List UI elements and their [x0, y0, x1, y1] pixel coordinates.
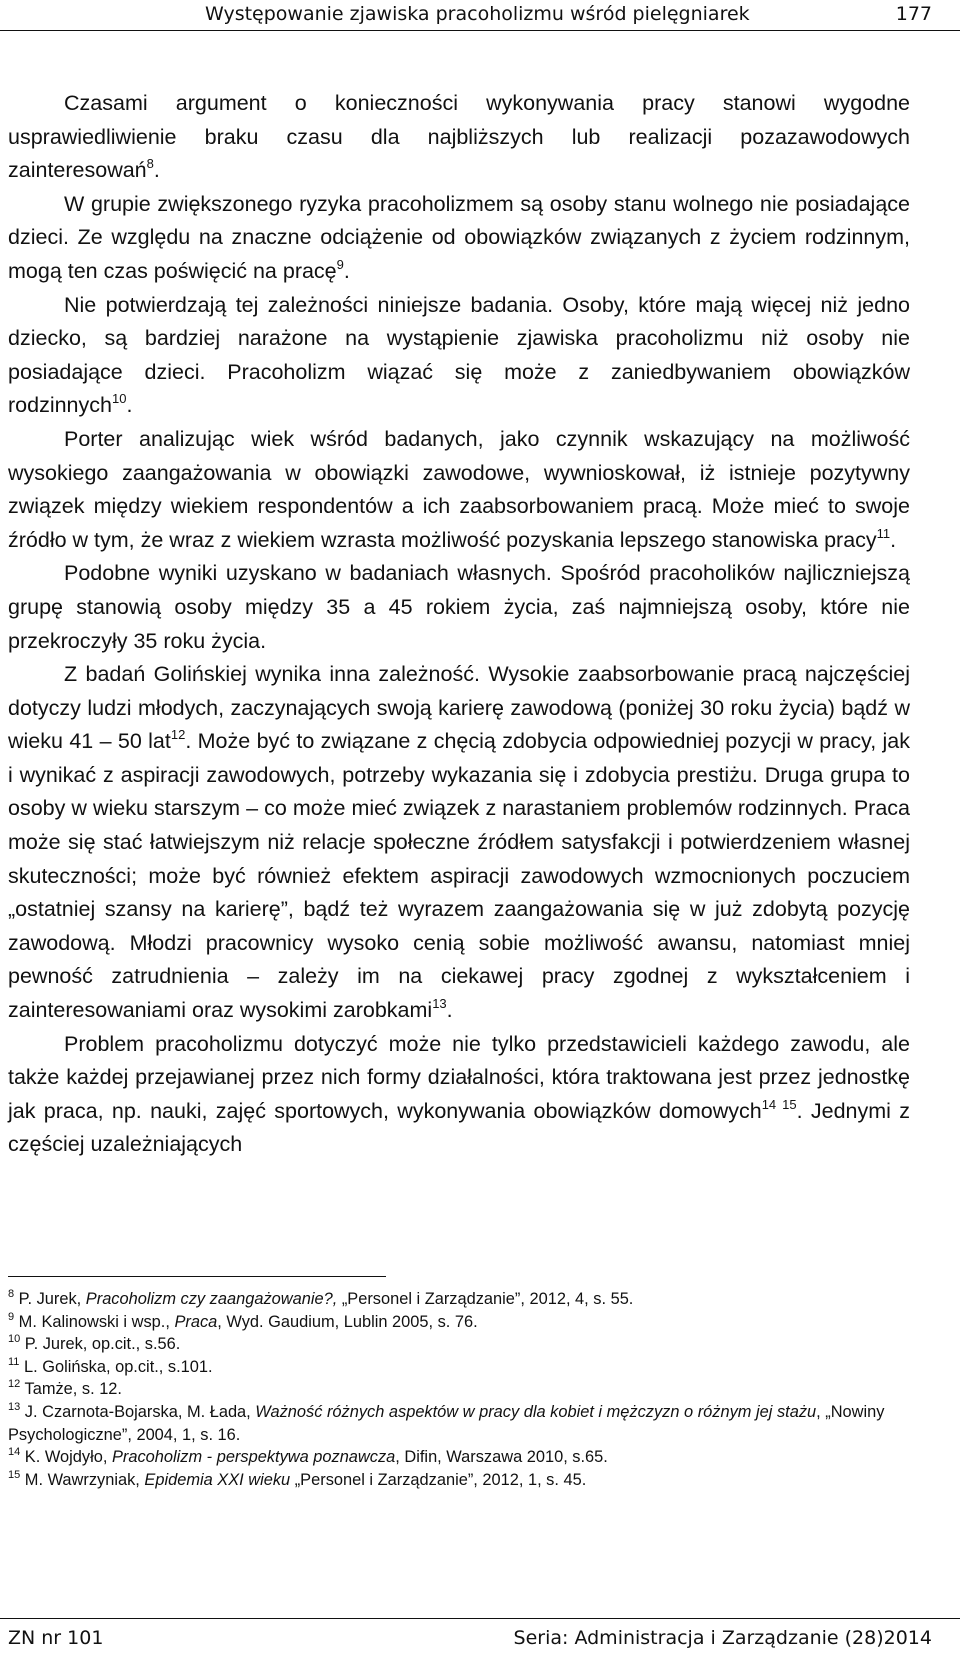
- footnote: [8, 1333, 910, 1356]
- journal-issue: ZN nr 101: [8, 1627, 104, 1649]
- text-run: , Wyd. Gaudium, Lublin 2005, s. 76.: [217, 1312, 478, 1331]
- text-run: W grupie zwiększonego ryzyka pracoholizmem są osoby stanu wolnego nie posiadające dzieci. Ze względu na znaczne odciążenie od obowiązków związanych z życiem rodzinnym, mogą ten czas poświęcić na pracę: [8, 191, 910, 283]
- text-run: L. Golińska, op.cit., s.101.: [19, 1357, 213, 1376]
- text-run: .: [126, 393, 133, 418]
- footnote: [8, 1446, 910, 1469]
- text-run: M. Kalinowski i wsp.,: [14, 1312, 175, 1331]
- text-run: Tamże, s. 12.: [20, 1380, 122, 1399]
- text-run: .: [343, 258, 350, 283]
- text-run: Podobne wyniki uzyskano w badaniach własnych. Spośród pracoholików najliczniejszą grupę stanowią osoby między 35 a 45 rokiem życia, zaś najmniejszą osoby, które nie przekroczyły 35 roku życia.: [8, 561, 910, 653]
- italic-title: Praca: [174, 1312, 218, 1331]
- footnote: [8, 1401, 910, 1446]
- italic-title: Epidemia XXI wieku: [144, 1470, 291, 1489]
- footnote-reference: 14 15: [761, 1096, 797, 1112]
- footnote-reference: 10: [111, 391, 127, 407]
- footnote-reference: 13: [432, 996, 447, 1012]
- footnote-reference: 8: [146, 156, 154, 172]
- page-header: [0, 0, 960, 31]
- text-run: .: [890, 527, 897, 552]
- paragraph: [8, 658, 910, 1028]
- journal-series: Seria: Administracja i Zarządzanie (28)2014: [513, 1627, 932, 1649]
- text-run: „Personel i Zarządzanie”, 2012, 1, s. 45.: [290, 1470, 587, 1489]
- text-run: Nie potwierdzają tej zależności niniejsze badania. Osoby, które mają więcej niż jedno dziecko, są bardziej narażone na wystąpienie zjawiska pracoholizmu niż osoby nie posiadające dzieci. Pracoholizm wiązać się może z zaniedbywaniem obowiązków rodzinnych: [8, 292, 910, 418]
- text-run: , „Nowiny Psychologiczne”, 2004, 1, s. 16.: [8, 1402, 885, 1444]
- footnote-number: 12: [8, 1378, 21, 1391]
- footnote: [8, 1378, 910, 1401]
- text-run: Porter analizując wiek wśród badanych, jako czynnik wskazujący na możliwość wysokiego zaangażowania w obowiązki zawodowe, wywnioskował, iż istnieje pozytywny związek między wiekiem respondentów a ich zaabsorbowaniem pracą. Może mieć to swoje źródło w tym, że wraz z wiekiem wzrasta możliwość pozyskania lepszego stanowiska pracy: [8, 426, 910, 552]
- footnote-number: 10: [8, 1333, 21, 1346]
- main-text: [8, 87, 910, 1162]
- footnote-reference: 9: [336, 256, 344, 272]
- footnote-number: 13: [8, 1400, 21, 1413]
- page-footer: [0, 1618, 960, 1654]
- text-run: .: [153, 158, 160, 183]
- text-run: .: [446, 998, 453, 1023]
- italic-title: Pracoholizm czy zaangażowanie?,: [85, 1290, 338, 1308]
- paragraph: [8, 557, 910, 658]
- text-run: K. Wojdyło,: [20, 1448, 112, 1467]
- text-run: . Jednymi z częściej uzależniających: [8, 1098, 910, 1157]
- paragraph: [8, 188, 910, 289]
- footnote-number: 14: [8, 1446, 21, 1459]
- footnote: [8, 1469, 910, 1492]
- paragraph: [8, 87, 910, 188]
- italic-title: Ważność różnych aspektów w pracy dla kobiet i mężczyzn o różnym jej stażu: [255, 1402, 817, 1421]
- text-run: M. Wawrzyniak,: [20, 1470, 145, 1489]
- text-run: Czasami argument o konieczności wykonywania pracy stanowi wygodne usprawiedliwienie braku czasu dla najbliższych lub realizacji pozazawodowych zainteresowań: [8, 91, 910, 183]
- footnote-number: 15: [8, 1468, 21, 1481]
- text-run: P. Jurek,: [14, 1290, 86, 1308]
- footnote: [8, 1356, 910, 1379]
- text-run: Problem pracoholizmu dotyczyć może nie tylko przedstawicieli każdego zawodu, ale także każdej przejawianej przez nich formy działalności, która traktowana jest przez jednostkę jak praca, np. nauki, zajęć sportowych, wykonywania obowiązków domowych: [8, 1031, 910, 1123]
- footnote-reference: 11: [876, 525, 891, 541]
- footnote-number: 11: [8, 1355, 20, 1368]
- text-run: Z badań Golińskiej wynika inna zależność. Wysokie zaabsorbowanie pracą najczęściej dotyczy ludzi młodych, zaczynających swoją karierę zawodową (poniżej 30 roku życia) bądź w wieku 41 – 50 lat: [8, 662, 910, 754]
- text-run: . Może być to związane z chęcią zdobycia odpowiedniej pozycji w pracy, jak i wynikać z aspiracji zawodowych, potrzeby wykazania się i zdobycia prestiżu. Druga grupa to osoby w wieku starszym – co może mieć związek z narastaniem problemów rodzinnych. Praca może się stać łatwiejszym niż relacje społeczne źródłem satysfakcji i potwierdzeniem własnej skuteczności; może być również efektem aspiracji zawodowych wzmocnionych poczuciem „ostatniej szansy na karierę”, bądź też wyrazem zaangażowania się w już zdobytą pozycję zawodową. Młodzi pracownicy wysoko cenią sobie możliwość awansu, natomiast mniej pewność zatrudnienia – zależy im na ciekawej pracy zgodnej z wykształceniem i zainteresowaniami oraz wysokimi zarobkami: [8, 729, 911, 1023]
- footnote: [8, 1311, 910, 1334]
- paragraph: [8, 423, 910, 557]
- footnotes: [8, 1288, 910, 1491]
- footnote-number: 8: [8, 1288, 15, 1300]
- footnote-number: 9: [8, 1310, 15, 1323]
- text-run: „Personel i Zarządzanie”, 2012, 4, s. 55.: [337, 1290, 634, 1308]
- text-run: P. Jurek, op.cit., s.56.: [20, 1335, 181, 1354]
- footnote-divider: [8, 1276, 386, 1277]
- text-run: J. Czarnota-Bojarska, M. Łada,: [20, 1402, 256, 1421]
- paragraph: [8, 289, 910, 423]
- text-run: , Difin, Warszawa 2010, s.65.: [395, 1448, 608, 1467]
- running-title: Występowanie zjawiska pracoholizmu wśród pielęgniarek: [205, 3, 750, 25]
- italic-title: Pracoholizm - perspektywa poznawcza: [111, 1448, 396, 1467]
- paragraph: [8, 1028, 910, 1162]
- footnote-reference: 12: [170, 727, 186, 743]
- page-number: 177: [895, 3, 932, 25]
- footnote: [8, 1288, 910, 1311]
